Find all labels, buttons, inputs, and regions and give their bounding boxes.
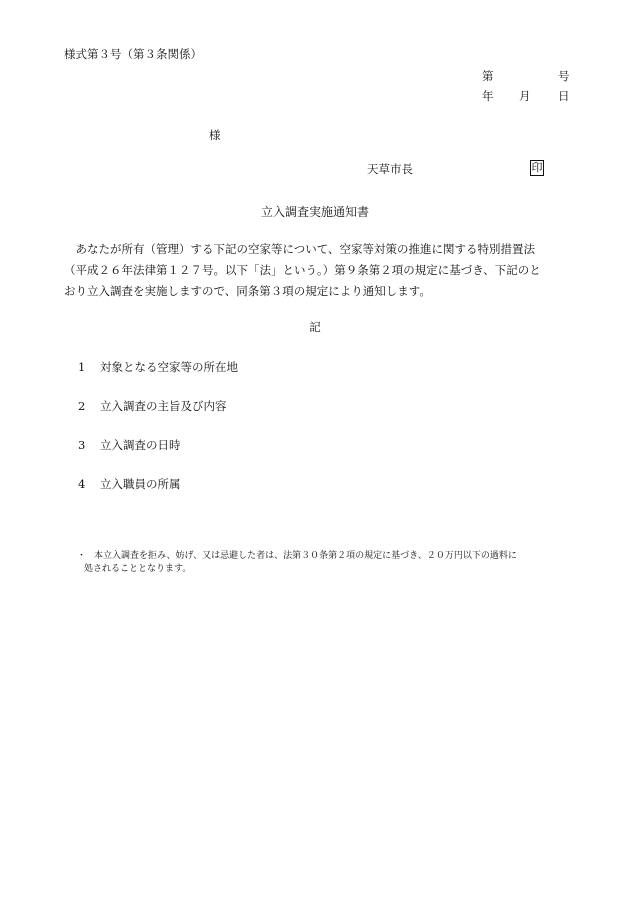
number-prefix: 第 bbox=[482, 69, 494, 83]
list-item bbox=[78, 477, 181, 491]
date-month: 月 bbox=[519, 89, 531, 103]
body-line: おり立入調査を実施しますので、同条第３項の規定により通知します。 bbox=[64, 284, 431, 298]
body-line: （平成２６年法律第１２７号。以下「法」という。）第９条第２項の規定に基づき、下記のと bbox=[64, 263, 541, 277]
list-item bbox=[78, 360, 238, 374]
seal-icon: 印 bbox=[531, 161, 543, 174]
item-number: 4 bbox=[78, 477, 86, 491]
item-number: 1 bbox=[78, 360, 86, 374]
issuer-name: 天草市長 bbox=[367, 162, 413, 176]
body-line: あなたが所有（管理）する下記の空家等について、空家等対策の推進に関する特別措置法 bbox=[64, 242, 536, 256]
footnote-line: 本立入調査を拒み、妨げ、又は忌避した者は、法第３０条第２項の規定に基づき、２０万円以下の過料に bbox=[94, 551, 517, 561]
list-item bbox=[78, 438, 181, 452]
list-item bbox=[78, 399, 227, 413]
item-label: 立入調査の日時 bbox=[100, 438, 181, 452]
addressee-honorific: 様 bbox=[209, 128, 221, 142]
ki-heading: 記 bbox=[309, 320, 321, 334]
date-year: 年 bbox=[482, 89, 494, 103]
item-label: 対象となる空家等の所在地 bbox=[100, 360, 238, 374]
item-number: 3 bbox=[78, 438, 86, 452]
item-label: 立入職員の所属 bbox=[100, 477, 181, 491]
footnote bbox=[77, 550, 580, 576]
form-label: 様式第３号（第３条関係） bbox=[64, 47, 202, 61]
footnote-bullet: ・ bbox=[77, 551, 87, 561]
item-number: 2 bbox=[78, 399, 86, 413]
date-day: 日 bbox=[558, 89, 570, 103]
document-title: 立入調査実施通知書 bbox=[260, 205, 369, 219]
item-label: 立入調査の主旨及び内容 bbox=[100, 399, 227, 413]
footnote-line: 処されることとなります。 bbox=[84, 564, 192, 574]
body-paragraph bbox=[64, 239, 574, 302]
number-suffix: 号 bbox=[558, 69, 570, 83]
